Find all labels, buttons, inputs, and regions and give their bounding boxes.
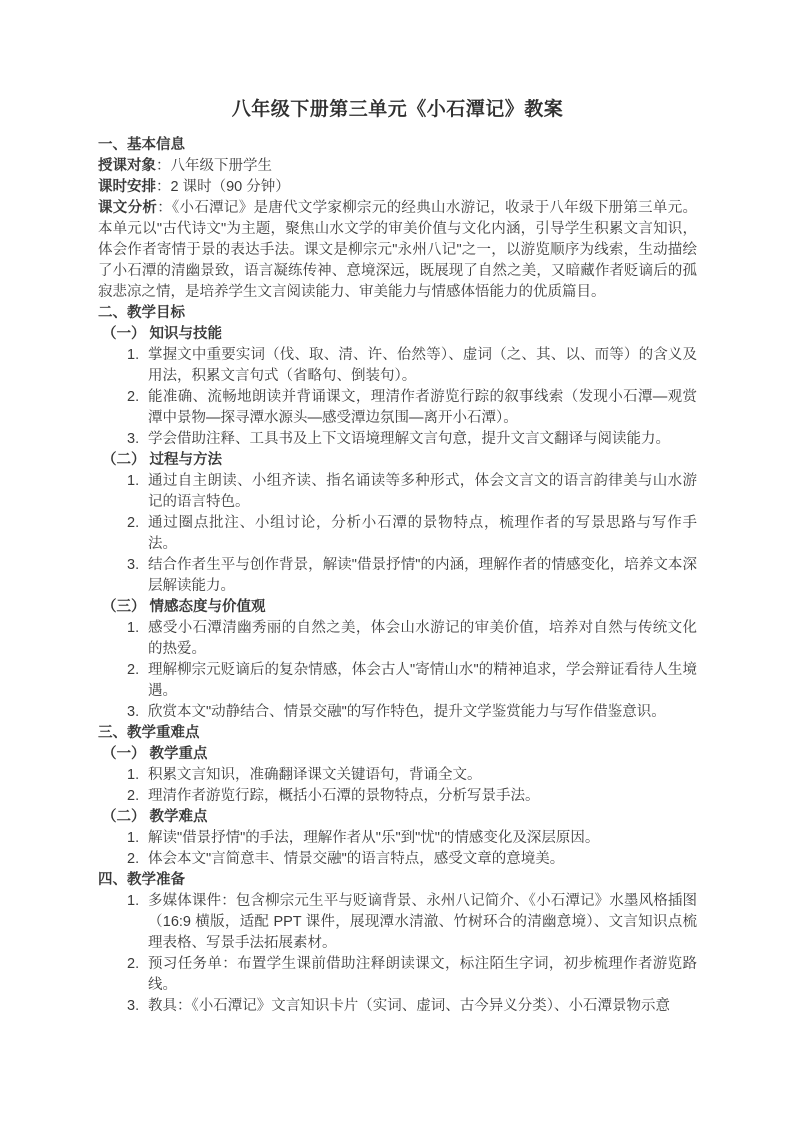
list-number: 1. xyxy=(127,767,140,783)
list-item xyxy=(98,345,697,387)
list-item-text: 积累文言知识，准确翻译课文关键语句，背诵全文。 xyxy=(148,767,482,783)
section-heading: 二、教学目标 xyxy=(98,305,185,321)
list-item xyxy=(98,429,697,450)
list-item xyxy=(98,513,697,555)
list-number: 2. xyxy=(127,851,140,867)
doc-title: 八年级下册第三单元《小石潭记》教案 xyxy=(231,99,564,120)
list-number: 1. xyxy=(127,347,140,363)
list-item xyxy=(98,891,697,954)
field-label: 授课对象 xyxy=(98,158,156,174)
sub-heading: （一） 知识与技能 xyxy=(102,326,223,342)
section-heading: 四、教学准备 xyxy=(98,872,185,888)
field-value: 八年级下册学生 xyxy=(170,158,272,174)
list-item-text: 理解柳宗元贬谪后的复杂情感，体会古人"寄情山水"的精神追求，学会辩证看待人生境遇。 xyxy=(148,662,697,699)
field-label: 课时安排 xyxy=(98,179,156,195)
list-number: 3. xyxy=(127,704,140,720)
list-item xyxy=(98,996,697,1017)
list-item-text: 学会借助注释、工具书及上下文语境理解文言句意，提升文言文翻译与阅读能力。 xyxy=(148,431,670,447)
list-item xyxy=(98,618,697,660)
list-item xyxy=(98,954,697,996)
list-item xyxy=(98,471,697,513)
field-colon: ： xyxy=(156,179,171,195)
field-value: 2 课时（90 分钟） xyxy=(170,179,290,195)
list-number: 3. xyxy=(127,557,140,573)
field-row xyxy=(98,177,697,198)
list-number: 2. xyxy=(127,662,140,678)
list-number: 3. xyxy=(127,998,140,1014)
field-label: 课文分析 xyxy=(98,200,158,216)
list-item xyxy=(98,702,697,723)
list-item xyxy=(98,849,697,870)
list-item-text: 掌握文中重要实词（伐、取、清、许、佁然等）、虚词（之、其、以、而等）的含义及用法，积累文言句式（省略句、倒装句）。 xyxy=(148,347,697,384)
list-item-text: 教具：《小石潭记》文言知识卡片（实词、虚词、古今异义分类）、小石潭景物示意 xyxy=(148,998,670,1014)
list-number: 1. xyxy=(127,893,140,909)
list-item-text: 欣赏本文"动静结合、情景交融"的写作特色，提升文学鉴赏能力与写作借鉴意识。 xyxy=(148,704,666,720)
list-number: 2. xyxy=(127,788,140,804)
list-item-text: 通过圈点批注、小组讨论，分析小石潭的景物特点，梳理作者的写景思路与写作手法。 xyxy=(148,515,697,552)
sub-heading: （三） 情感态度与价值观 xyxy=(102,599,266,615)
section-heading: 三、教学重难点 xyxy=(98,725,200,741)
field-colon: ： xyxy=(157,200,172,216)
list-item xyxy=(98,828,697,849)
sub-heading: （二） 过程与方法 xyxy=(102,452,223,468)
list-item-text: 通过自主朗读、小组齐读、指名诵读等多种形式，体会文言文的语言韵律美与山水游记的语言特色。 xyxy=(148,473,697,510)
list-item xyxy=(98,765,697,786)
list-item xyxy=(98,786,697,807)
field-row xyxy=(98,156,697,177)
list-number: 1. xyxy=(127,830,140,846)
field-colon: ： xyxy=(156,158,171,174)
list-number: 2. xyxy=(127,389,140,405)
list-item-text: 理清作者游览行踪，概括小石潭的景物特点，分析写景手法。 xyxy=(148,788,540,804)
list-item xyxy=(98,555,697,597)
list-item-text: 能准确、流畅地朗读并背诵课文，理清作者游览行踪的叙事线索（发现小石潭—观赏潭中景物—探寻潭水源头—感受潭边氛围—离开小石潭）。 xyxy=(148,389,697,426)
list-item-text: 解读"借景抒情"的手法，理解作者从"乐"到"忧"的情感变化及深层原因。 xyxy=(148,830,600,846)
list-item xyxy=(98,387,697,429)
list-item-text: 体会本文"言简意丰、情景交融"的语言特点，感受文章的意境美。 xyxy=(148,851,565,867)
sub-heading: （一） 教学重点 xyxy=(102,746,208,762)
field-value: 《小石潭记》是唐代文学家柳宗元的经典山水游记，收录于八年级下册第三单元。本单元以"古代诗文"为主题，聚焦山水文学的审美价值与文化内涵，引导学生积累文言知识，体会作者寄情于景的表达手法。课文是柳宗元"永州八记"之一，以游览顺序为线索，生动描绘了小石潭的清幽景致，语言凝练传神、意境深远，既展现了自然之美，又暗藏作者贬谪后的孤寂悲凉之情，是培养学生文言阅读能力、审美能力与情感体悟能力的优质篇目。 xyxy=(98,200,698,300)
list-item-text: 感受小石潭清幽秀丽的自然之美，体会山水游记的审美价值，培养对自然与传统文化的热爱。 xyxy=(148,620,697,657)
analysis-paragraph xyxy=(98,198,697,303)
list-item-text: 多媒体课件：包含柳宗元生平与贬谪背景、永州八记简介、《小石潭记》水墨风格插图（16:9 横版，适配 PPT 课件，展现潭水清澈、竹树环合的清幽意境）、文言知识点梳理表格、写景手法拓展素材。 xyxy=(148,893,697,951)
section-heading: 一、基本信息 xyxy=(98,137,185,153)
list-number: 1. xyxy=(127,620,140,636)
list-item-text: 结合作者生平与创作背景，解读"借景抒情"的内涵，理解作者的情感变化，培养文本深层解读能力。 xyxy=(148,557,697,594)
list-item xyxy=(98,660,697,702)
list-number: 2. xyxy=(127,515,140,531)
list-number: 2. xyxy=(127,956,140,972)
list-number: 1. xyxy=(127,473,140,489)
list-item-text: 预习任务单：布置学生课前借助注释朗读课文，标注陌生字词，初步梳理作者游览路线。 xyxy=(148,956,697,993)
list-number: 3. xyxy=(127,431,140,447)
sub-heading: （二） 教学难点 xyxy=(102,809,208,825)
